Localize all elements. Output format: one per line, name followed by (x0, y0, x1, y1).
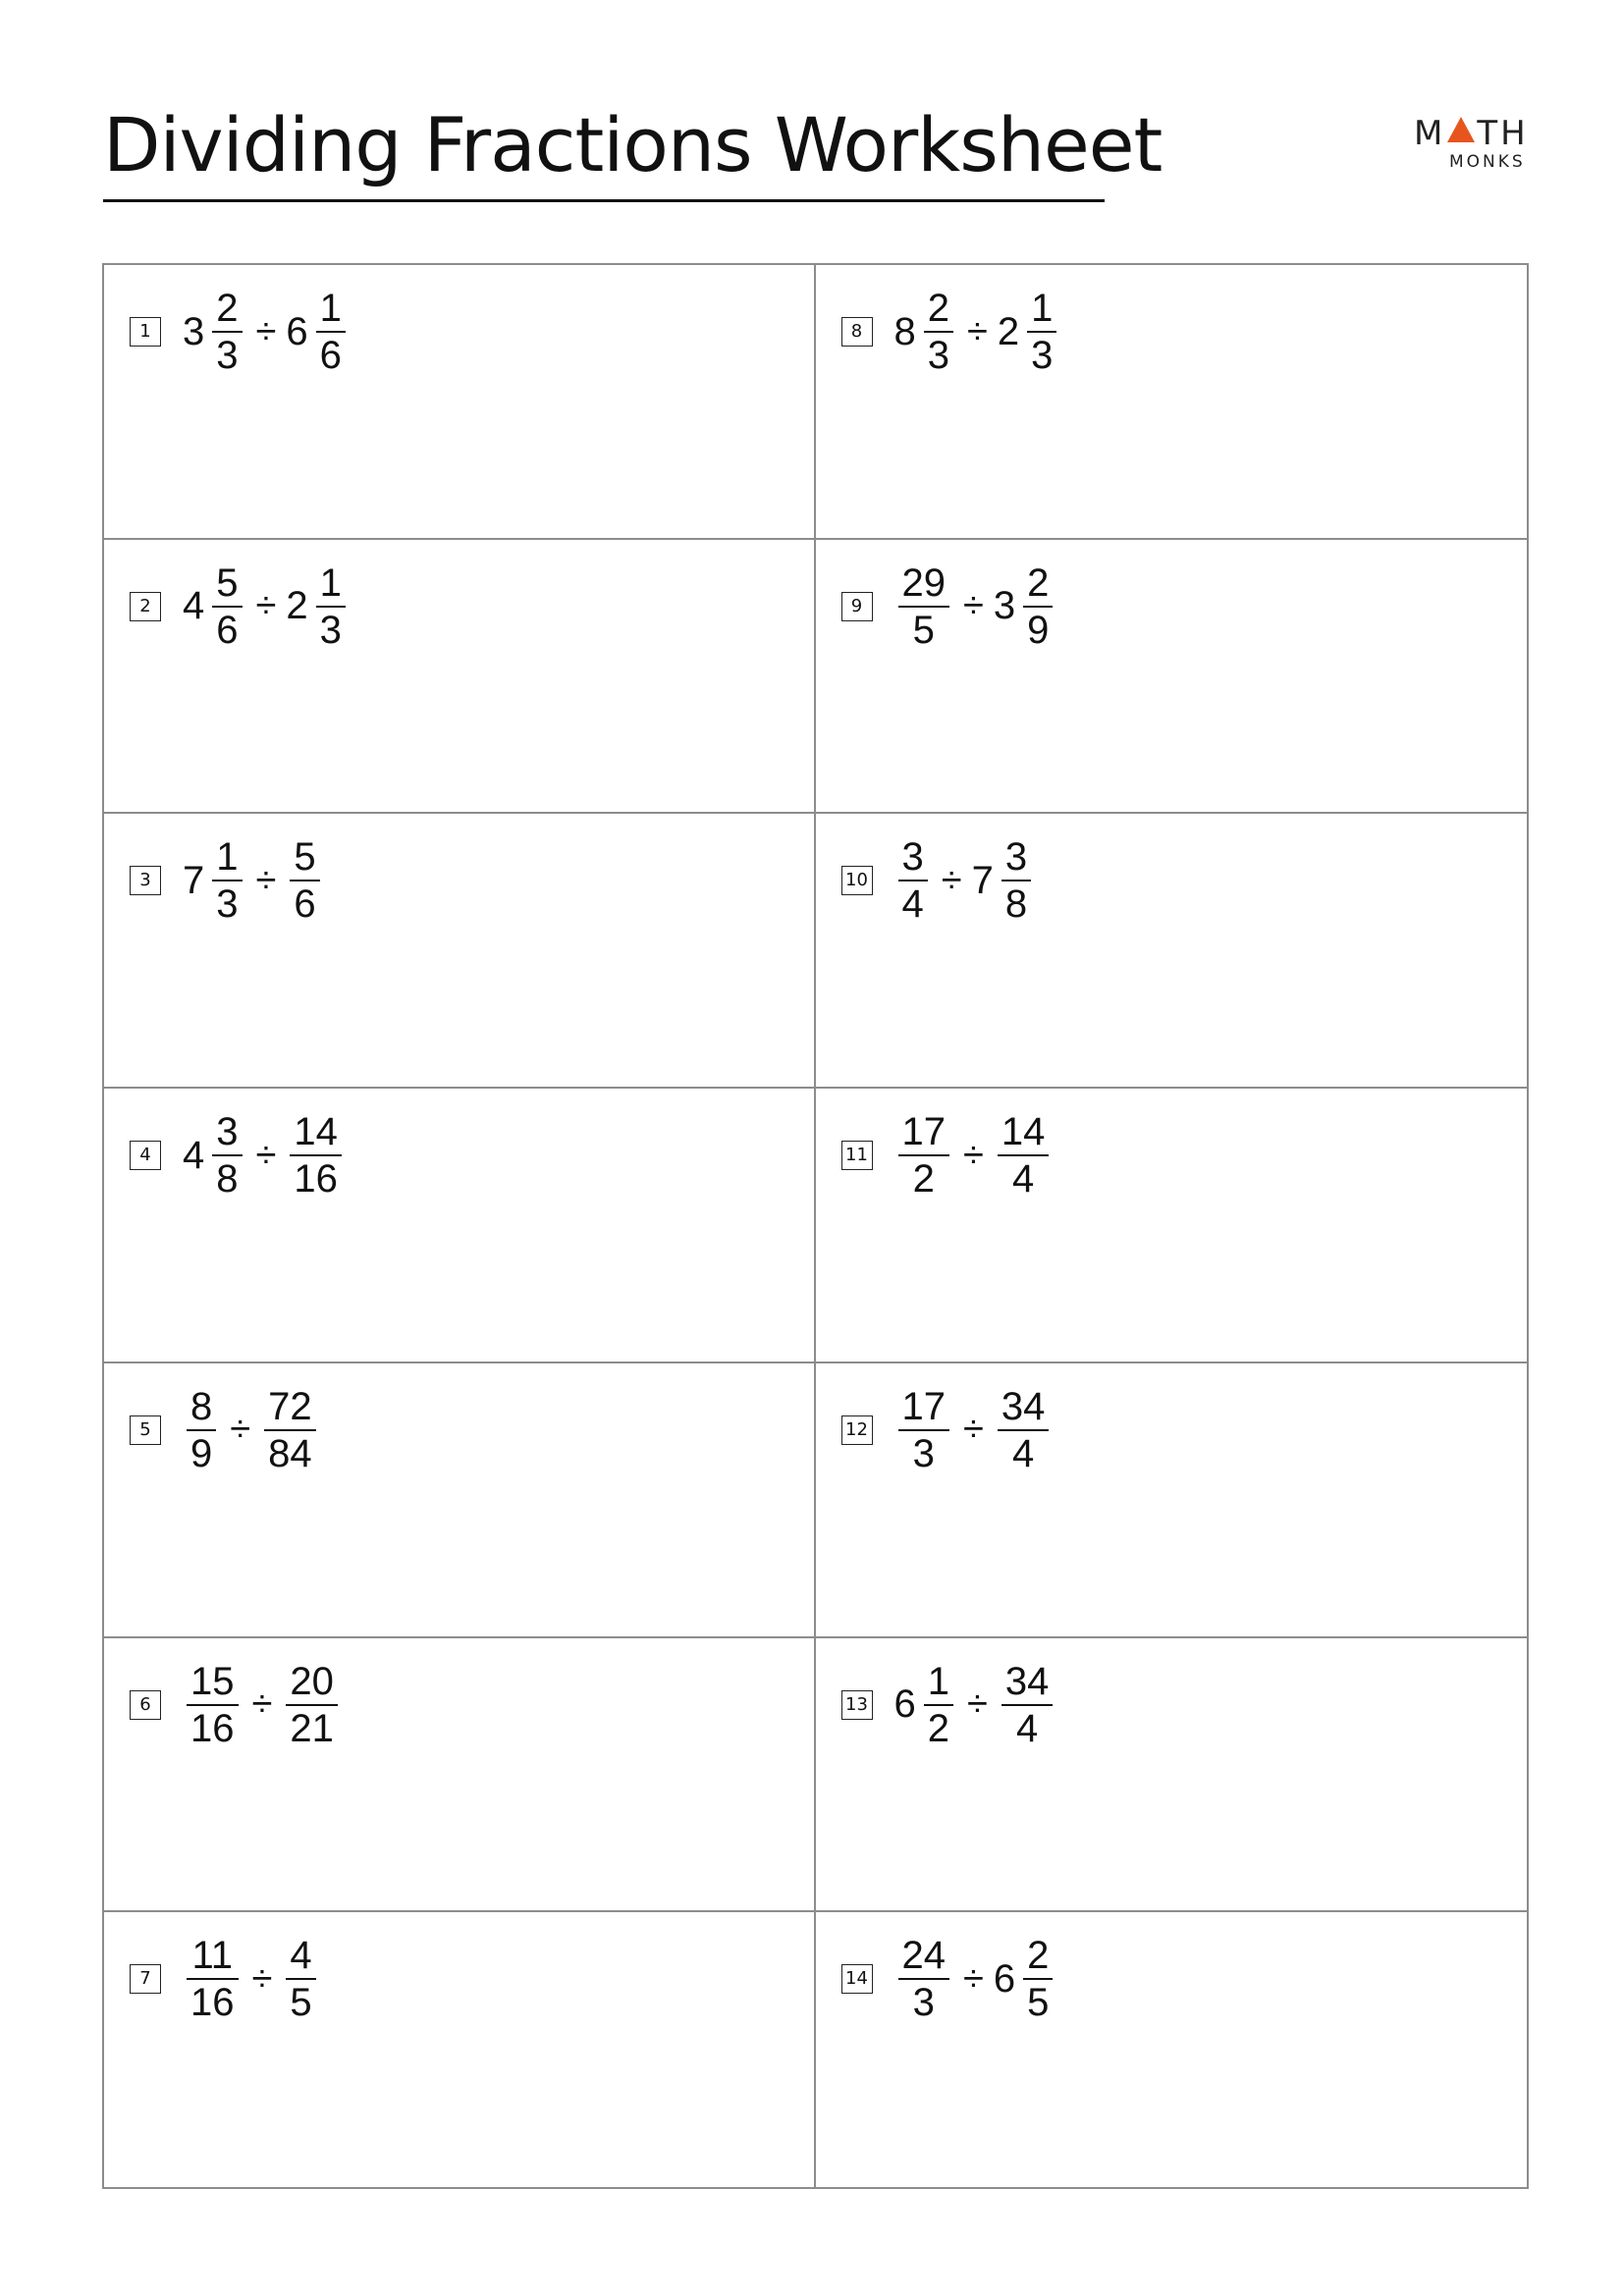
dividend-term (894, 835, 932, 926)
fraction (998, 1110, 1050, 1201)
problem-cell[interactable] (816, 540, 1528, 815)
numerator: 11 (191, 1934, 234, 1978)
dividend-term (183, 1385, 220, 1475)
divide-sign: ÷ (967, 310, 988, 352)
fraction (924, 287, 953, 377)
worksheet-title: Dividing Fractions Worksheet (103, 101, 1163, 188)
logo-triangle-icon (1447, 117, 1475, 142)
divisor-term (994, 561, 1057, 652)
problem-cell[interactable] (816, 1638, 1528, 1913)
denominator: 5 (290, 1981, 312, 2025)
denominator: 4 (901, 882, 924, 927)
problem-number: 14 (841, 1964, 873, 1994)
denominator: 8 (1004, 882, 1028, 927)
problem-expression (130, 835, 324, 926)
whole-number: 3 (993, 584, 1016, 628)
denominator: 9 (1027, 608, 1050, 652)
fraction-bar (316, 606, 346, 608)
problem-expression (130, 1385, 320, 1475)
denominator: 21 (290, 1706, 334, 1750)
dividend-term (894, 287, 958, 377)
divide-sign: ÷ (963, 1409, 984, 1451)
denominator: 16 (190, 1981, 235, 2025)
whole-number: 8 (893, 309, 916, 353)
problem-cell[interactable] (104, 1089, 816, 1363)
dividend-term (894, 1934, 954, 2024)
denominator: 16 (190, 1706, 235, 1750)
numerator: 2 (216, 287, 239, 330)
whole-number: 7 (971, 858, 994, 902)
divide-sign: ÷ (967, 1683, 988, 1726)
problem-cell[interactable] (104, 1363, 816, 1638)
numerator: 3 (1004, 835, 1028, 880)
problem-number: 1 (130, 317, 161, 347)
fraction (286, 1660, 338, 1750)
fraction (898, 1934, 950, 2024)
denominator: 6 (319, 334, 342, 377)
denominator: 5 (912, 608, 935, 652)
logo-letter-m: M (1414, 114, 1446, 153)
numerator: 17 (901, 1110, 946, 1154)
problem-number: 10 (841, 866, 873, 895)
problem-grid (102, 263, 1529, 2189)
problem-expression (841, 1934, 1057, 2024)
whole-number: 3 (183, 309, 205, 353)
fraction-bar (898, 606, 950, 608)
fraction-bar (924, 1704, 953, 1706)
problem-expression (841, 561, 1057, 652)
whole-number: 4 (183, 584, 205, 628)
numerator: 24 (901, 1934, 946, 1978)
problem-expression (130, 1660, 342, 1750)
dividend-term (183, 1660, 243, 1750)
fraction-bar (1001, 1704, 1054, 1706)
denominator: 3 (1031, 334, 1054, 377)
fraction (316, 561, 346, 652)
fraction-bar (1023, 606, 1053, 608)
fraction-bar (290, 880, 319, 881)
fraction (212, 287, 242, 377)
denominator: 4 (1015, 1706, 1039, 1750)
fraction-bar (1001, 880, 1031, 881)
fraction-bar (898, 1154, 950, 1156)
divide-sign: ÷ (255, 585, 277, 627)
numerator: 29 (901, 561, 946, 605)
numerator: 15 (190, 1659, 235, 1703)
divisor-term (998, 287, 1061, 377)
denominator: 9 (190, 1431, 213, 1475)
fraction-bar (212, 606, 242, 608)
fraction-bar (187, 1978, 239, 1980)
numerator: 2 (1027, 1934, 1050, 1978)
divide-sign: ÷ (941, 859, 962, 901)
fraction (898, 835, 928, 926)
problem-number: 12 (841, 1415, 873, 1445)
problem-cell[interactable] (816, 1912, 1528, 2187)
problem-cell[interactable] (104, 1912, 816, 2187)
fraction-bar (290, 1154, 342, 1156)
denominator: 4 (1011, 1431, 1035, 1475)
fraction (898, 1385, 950, 1475)
problem-expression (130, 287, 350, 377)
numerator: 17 (901, 1384, 946, 1428)
denominator: 3 (912, 1981, 935, 2025)
fraction (212, 835, 242, 926)
problem-number: 9 (841, 592, 873, 621)
problem-cell[interactable] (104, 814, 816, 1089)
problem-expression (841, 1660, 1057, 1750)
math-monks-logo (1414, 116, 1532, 175)
divisor-term (994, 1385, 1054, 1475)
divisor-term (282, 1934, 319, 2024)
denominator: 6 (216, 608, 239, 652)
fraction-bar (212, 880, 242, 881)
denominator: 3 (927, 334, 949, 377)
divide-sign: ÷ (251, 1683, 273, 1726)
dividend-term (183, 561, 246, 652)
dividend-term (894, 1385, 954, 1475)
numerator: 20 (290, 1659, 334, 1703)
denominator: 8 (216, 1157, 239, 1201)
divide-sign: ÷ (255, 1134, 277, 1176)
denominator: 4 (1011, 1157, 1035, 1201)
dividend-term (183, 1110, 246, 1201)
fraction-bar (187, 1429, 216, 1431)
divide-sign: ÷ (255, 859, 277, 901)
fraction-bar (286, 1704, 338, 1706)
divisor-term (286, 561, 350, 652)
fraction (187, 1660, 239, 1750)
problem-expression (841, 1110, 1054, 1201)
numerator: 1 (1031, 287, 1054, 330)
fraction (212, 1110, 242, 1201)
problem-expression (130, 1110, 346, 1201)
denominator: 3 (216, 882, 239, 927)
fraction-bar (1027, 331, 1056, 333)
title-underline (103, 199, 1105, 202)
denominator: 3 (319, 608, 342, 652)
denominator: 6 (294, 882, 316, 927)
problem-cell[interactable] (816, 814, 1528, 1089)
denominator: 2 (927, 1706, 949, 1750)
fraction-bar (898, 1429, 950, 1431)
fraction (290, 835, 319, 926)
denominator: 5 (1027, 1981, 1050, 2025)
numerator: 14 (294, 1110, 338, 1154)
problem-expression (130, 561, 350, 652)
denominator: 3 (912, 1431, 935, 1475)
numerator: 2 (1027, 561, 1050, 605)
whole-number: 6 (286, 309, 308, 353)
problem-cell[interactable] (816, 1363, 1528, 1638)
divisor-term (998, 1660, 1057, 1750)
denominator: 2 (912, 1157, 935, 1201)
dividend-term (183, 835, 246, 926)
fraction-bar (924, 331, 953, 333)
denominator: 16 (294, 1157, 338, 1201)
fraction (898, 561, 950, 652)
problem-cell[interactable] (816, 1089, 1528, 1363)
dividend-term (894, 1660, 958, 1750)
divisor-term (260, 1385, 320, 1475)
fraction (898, 1110, 950, 1201)
denominator: 3 (216, 334, 239, 377)
logo-subtitle: MONKS (1449, 152, 1526, 172)
fraction (264, 1385, 316, 1475)
problem-number: 8 (841, 317, 873, 347)
dividend-term (894, 1110, 954, 1201)
fraction (1023, 1934, 1053, 2024)
denominator: 84 (268, 1431, 312, 1475)
dividend-term (183, 287, 246, 377)
fraction (316, 287, 346, 377)
whole-number: 4 (183, 1133, 205, 1177)
fraction-bar (264, 1429, 316, 1431)
whole-number: 7 (183, 858, 205, 902)
numerator: 5 (216, 561, 239, 605)
divisor-term (286, 287, 350, 377)
numerator: 3 (901, 835, 924, 880)
fraction-bar (1023, 1978, 1053, 1980)
problem-cell[interactable] (104, 265, 816, 540)
divisor-term (282, 1660, 342, 1750)
numerator: 1 (319, 561, 342, 605)
dividend-term (894, 561, 954, 652)
numerator: 1 (319, 287, 342, 330)
divisor-term (972, 835, 1036, 926)
fraction (998, 1385, 1050, 1475)
fraction (1001, 835, 1031, 926)
fraction-bar (898, 1978, 950, 1980)
divide-sign: ÷ (255, 310, 277, 352)
problem-number: 3 (130, 866, 161, 895)
fraction-bar (212, 331, 242, 333)
problem-expression (841, 1385, 1054, 1475)
divisor-term (994, 1934, 1057, 2024)
problem-number: 5 (130, 1415, 161, 1445)
logo-letters-th: TH (1477, 114, 1529, 153)
fraction-bar (286, 1978, 315, 1980)
problem-number: 7 (130, 1964, 161, 1994)
numerator: 4 (290, 1934, 312, 1978)
problem-expression (130, 1934, 320, 2024)
fraction-bar (998, 1154, 1050, 1156)
problem-cell[interactable] (104, 1638, 816, 1913)
problem-number: 6 (130, 1690, 161, 1720)
fraction (187, 1934, 239, 2024)
fraction (1027, 287, 1056, 377)
whole-number: 2 (286, 584, 308, 628)
numerator: 72 (268, 1384, 312, 1428)
fraction (212, 561, 242, 652)
fraction-bar (898, 880, 928, 881)
problem-expression (841, 835, 1036, 926)
fraction (187, 1385, 216, 1475)
fraction (1001, 1660, 1054, 1750)
whole-number: 2 (997, 309, 1020, 353)
numerator: 3 (216, 1110, 239, 1154)
numerator: 8 (190, 1384, 213, 1428)
numerator: 1 (216, 835, 239, 880)
problem-number: 2 (130, 592, 161, 621)
problem-expression (841, 287, 1061, 377)
problem-number: 11 (841, 1141, 873, 1170)
fraction-bar (316, 331, 346, 333)
dividend-term (183, 1934, 243, 2024)
divide-sign: ÷ (963, 1957, 984, 2000)
divide-sign: ÷ (251, 1957, 273, 2000)
logo-wordmark (1414, 116, 1529, 151)
fraction (924, 1660, 953, 1750)
whole-number: 6 (993, 1956, 1016, 2001)
divide-sign: ÷ (963, 585, 984, 627)
numerator: 14 (1001, 1110, 1046, 1154)
divisor-term (286, 1110, 346, 1201)
numerator: 5 (294, 835, 316, 880)
fraction (1023, 561, 1053, 652)
problem-cell[interactable] (104, 540, 816, 815)
fraction-bar (187, 1704, 239, 1706)
problem-cell[interactable] (816, 265, 1528, 540)
fraction (286, 1934, 315, 2024)
divisor-term (994, 1110, 1054, 1201)
whole-number: 6 (893, 1682, 916, 1727)
fraction (290, 1110, 342, 1201)
divisor-term (286, 835, 323, 926)
divide-sign: ÷ (230, 1409, 251, 1451)
numerator: 34 (1004, 1659, 1050, 1703)
problem-number: 4 (130, 1141, 161, 1170)
numerator: 1 (927, 1659, 949, 1703)
numerator: 2 (927, 287, 949, 330)
numerator: 34 (1001, 1384, 1046, 1428)
divide-sign: ÷ (963, 1134, 984, 1176)
fraction-bar (998, 1429, 1050, 1431)
fraction-bar (212, 1154, 242, 1156)
problem-number: 13 (841, 1690, 873, 1720)
